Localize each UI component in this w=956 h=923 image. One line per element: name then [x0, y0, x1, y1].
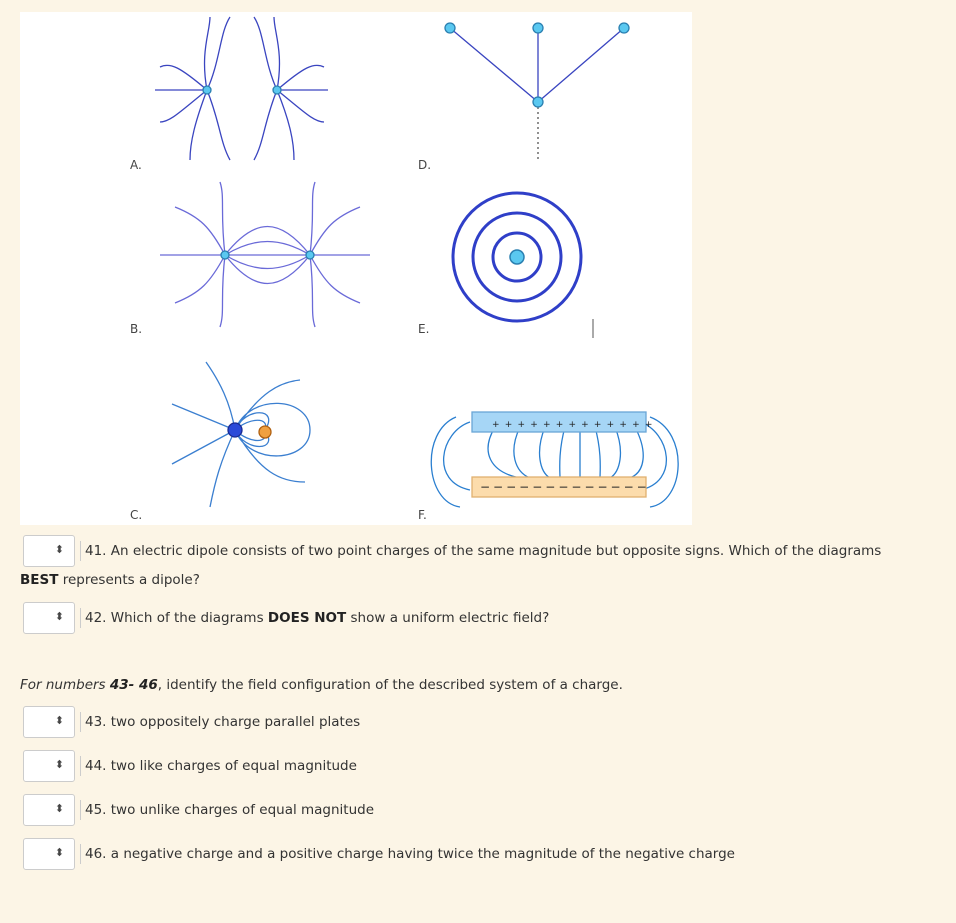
- diagrams-svg: [20, 12, 692, 525]
- answer-select-41[interactable]: [23, 535, 75, 567]
- question-text: An electric dipole consists of two point charges of the same magnitude but opposite signs. Which of the diagrams: [106, 543, 882, 559]
- question-text: show a uniform electric field?: [346, 610, 550, 626]
- svg-text:−−−−−−−−−−−−−: −−−−−−−−−−−−−: [480, 480, 650, 494]
- updown-arrows-icon: ⬍: [54, 758, 64, 771]
- item-43: 43. two oppositely charge parallel plates: [80, 712, 360, 732]
- answer-select-42[interactable]: [23, 602, 75, 634]
- updown-arrows-icon: ⬍: [54, 543, 64, 556]
- question-number: 41.: [85, 543, 107, 559]
- diagram-e: [453, 193, 581, 321]
- item-45: 45. two unlike charges of equal magnitude: [80, 800, 374, 820]
- answer-select-45[interactable]: [23, 794, 75, 826]
- item-44: 44. two like charges of equal magnitude: [80, 756, 357, 776]
- field-diagrams-figure: [20, 12, 692, 525]
- bold-text: DOES NOT: [267, 610, 347, 626]
- svg-text:+++++++++++++: +++++++++++++: [492, 420, 658, 430]
- bold-text: BEST: [20, 572, 59, 588]
- label-c: C.: [130, 508, 143, 522]
- item-46: 46. a negative charge and a positive charge having twice the magnitude of the negative charge: [80, 844, 735, 864]
- question-text: represents a dipole?: [58, 572, 200, 588]
- label-b: B.: [130, 322, 143, 336]
- updown-arrows-icon: ⬍: [54, 802, 64, 815]
- diagram-b: [160, 182, 370, 327]
- updown-arrows-icon: ⬍: [54, 846, 64, 859]
- question-42: [80, 608, 549, 628]
- instruction-range: 43- 46: [109, 677, 158, 693]
- label-a: A.: [130, 158, 142, 172]
- diagram-d: [445, 23, 629, 162]
- updown-arrows-icon: ⬍: [54, 714, 64, 727]
- instruction-pre: For numbers: [20, 677, 110, 693]
- label-f: F.: [418, 508, 427, 522]
- question-number: 42.: [85, 610, 107, 626]
- question-41-cont: [20, 572, 200, 588]
- diagram-a: [155, 17, 328, 160]
- diagram-c: [172, 362, 310, 507]
- instruction: [20, 677, 623, 693]
- answer-select-43[interactable]: [23, 706, 75, 738]
- label-d: D.: [418, 158, 432, 172]
- answer-select-44[interactable]: [23, 750, 75, 782]
- question-text: Which of the diagrams: [106, 610, 268, 626]
- instruction-post: , identify the field configuration of the described system of a charge.: [157, 677, 623, 693]
- label-e: E.: [418, 322, 430, 336]
- question-41: [80, 541, 881, 561]
- updown-arrows-icon: ⬍: [54, 610, 64, 623]
- answer-select-46[interactable]: [23, 838, 75, 870]
